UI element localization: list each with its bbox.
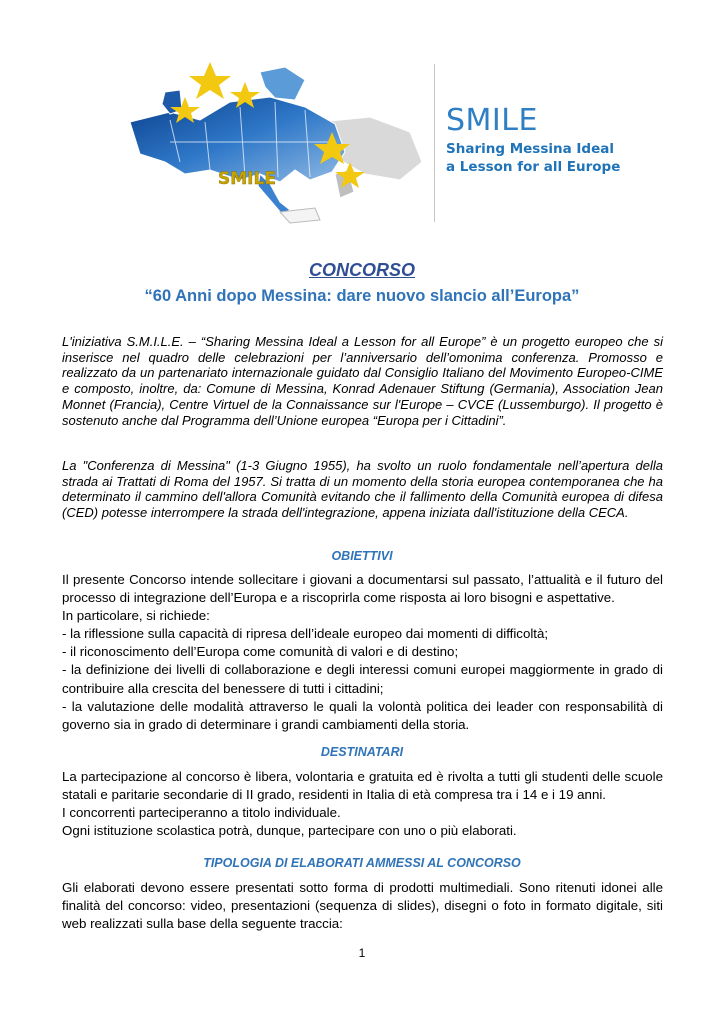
section-heading-tipologia: TIPOLOGIA DI ELABORATI AMMESSI AL CONCORSO xyxy=(203,856,521,870)
obiettivi-line: Il presente Concorso intende sollecitare i giovani a documentarsi sul passato, l’attualità e il futuro del processo di integrazione dell’Europa e a riscoprirla come risposta ai loro bisogni e aspettative. xyxy=(62,572,663,606)
destinatari-line: I concorrenti parteciperanno a titolo individuale. xyxy=(62,805,341,821)
header-divider xyxy=(434,64,435,222)
obiettivi-body xyxy=(62,571,663,734)
document-subtitle: “60 Anni dopo Messina: dare nuovo slancio all’Europa” xyxy=(144,287,580,305)
tipologia-body: Gli elaborati devono essere presentati sotto forma di prodotti multimediali. Sono ritenuti idonei alle finalità del concorso: video, presentazioni (sequenza di slides), disegni o foto in formato digitale, siti web realizzati sulla base della seguente traccia: xyxy=(62,880,663,932)
destinatari-line: Ogni istituzione scolastica potrà, dunque, partecipare con uno o più elaborati. xyxy=(62,823,517,839)
header xyxy=(0,0,724,240)
brand-tagline-line2: a Lesson for all Europe xyxy=(446,159,621,175)
section-heading-obiettivi: OBIETTIVI xyxy=(331,549,393,563)
destinatari-line: La partecipazione al concorso è libera, volontaria e gratuita ed è rivolta a tutti gli studenti delle scuole statali e paritarie secondarie di II grado, residenti in Italia di età compresa tra i 14 e i 19 anni. xyxy=(62,769,663,803)
intro-paragraph-2: La "Conferenza di Messina" (1-3 Giugno 1955), ha svolto un ruolo fondamentale nell’apertura della strada ai Trattati di Roma del 1957. Si tratta di un momento della storia europea contemporanea che ha determinato il cammino dell'allora Comunità evitando che il fallimento della Comunità europea di difesa (CED) potesse interrompere la strada dell'integrazione, appena iniziata dall'istituzione della CECA. xyxy=(62,458,663,521)
map-logo-text: SMILE xyxy=(218,169,276,189)
obiettivi-line: - il riconoscimento dell’Europa come comunità di valori e di destino; xyxy=(62,644,459,660)
brand-block xyxy=(446,104,620,176)
section-heading-destinatari: DESTINATARI xyxy=(320,745,404,759)
obiettivi-line: In particolare, si richiede: xyxy=(62,608,210,624)
obiettivi-line: - la definizione dei livelli di collaborazione e degli interessi comuni europei maggiormente in grado di contribuire alla crescita del benessere di tutti i cittadini; xyxy=(62,662,663,696)
page-number: 1 xyxy=(358,946,366,960)
obiettivi-line: - la valutazione delle modalità attraverso le quali la volontà politica dei leader con responsabilità di governo sia in grado di determinare i grandi cambiamenti della storia. xyxy=(62,698,663,732)
document-title: CONCORSO xyxy=(308,260,415,280)
obiettivi-line: - la riflessione sulla capacità di ripresa dell’ideale europeo dai momenti di difficoltà; xyxy=(62,626,549,642)
europe-map-logo xyxy=(110,62,430,224)
star-icon xyxy=(189,62,231,99)
brand-name: SMILE xyxy=(446,103,538,138)
destinatari-body xyxy=(62,768,663,840)
brand-tagline-line1: Sharing Messina Ideal xyxy=(446,141,614,157)
intro-paragraph-1: L'iniziativa S.M.I.L.E. – “Sharing Messina Ideal a Lesson for all Europe” è un progetto europeo che si inserisce nel quadro delle celebrazioni per l’anniversario dell’omonima conferenza. Promosso e realizzato da un partenariato internazionale guidato dal Consiglio Italiano del Movimento Europeo-CIME e composto, inoltre, da: Comune di Messina, Konrad Adenauer Stiftung (Germania), Association Jean Monnet (Francia), Centre Virtuel de la Connaissance sur l'Europe – CVCE (Lussemburgo). Il progetto è sostenuto anche dal Programma dell’Unione europea “Europa per i Cittadini”. xyxy=(62,334,663,428)
